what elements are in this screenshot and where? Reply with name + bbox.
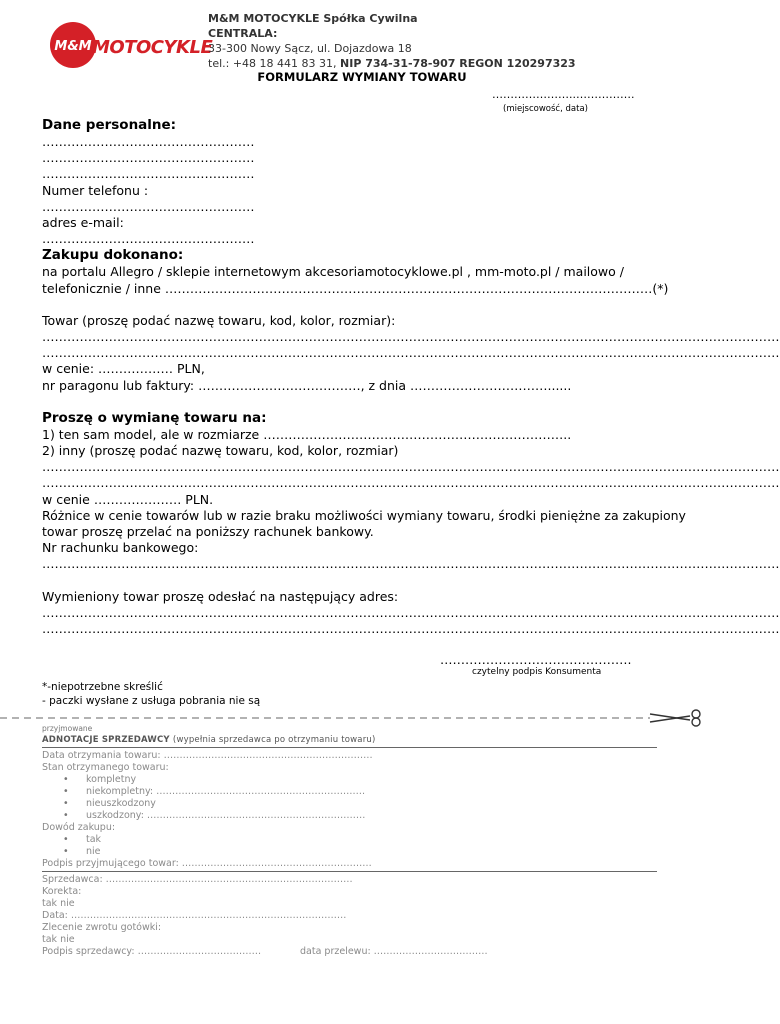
seller-name-field[interactable]: Sprzedawca: …………………………………………………………………… xyxy=(42,874,353,885)
seller-title: ADNOTACJE SPRZEDAWCY xyxy=(42,735,170,745)
company-address: 33-300 Nowy Sącz, ul. Dojazdowa 18 xyxy=(208,42,412,55)
condition-item[interactable]: • uszkodzony: …………………………………………………………… xyxy=(42,810,657,822)
scissors-icon xyxy=(650,710,700,726)
goods-receipt[interactable]: nr paragonu lub faktury: …………………………………, z dnia ……………………………...... xyxy=(42,377,572,393)
account-label: Nr rachunku bankowego: xyxy=(42,540,199,556)
company-name: M&M MOTOCYKLE Spółka Cywilna xyxy=(208,12,418,25)
purchase-line-2[interactable]: telefonicznie / inne ………………………………………………………………………………………………………(*) xyxy=(42,280,669,296)
purchase-heading: Zakupu dokonano: xyxy=(42,247,184,264)
place-date-field[interactable]: …………………..……………. xyxy=(492,88,635,101)
proof-item[interactable]: • nie xyxy=(42,846,657,858)
signature-field[interactable]: ………………………………………. xyxy=(440,652,632,667)
date-field[interactable]: Data: …………………………………………………………………………… xyxy=(42,910,347,921)
email-field[interactable]: …………………………………………… xyxy=(42,231,255,247)
cash-order-options[interactable]: tak nie xyxy=(42,934,75,945)
exchange-line-2[interactable]: …………………………………………………………………………………………………………………………………………………………… xyxy=(42,475,780,491)
goods-line-1[interactable]: …………………………………………………………………………………………………………………………………………………………… xyxy=(42,329,780,345)
personal-line-2[interactable]: …………………………………………… xyxy=(42,150,255,166)
personal-heading: Dane personalne: xyxy=(42,117,177,133)
exchange-price[interactable]: w cenie ………………… PLN. xyxy=(42,491,214,507)
proof-label: Dowód zakupu: xyxy=(42,822,116,833)
goods-label: Towar (proszę podać nazwę towaru, kod, kolor, rozmiar): xyxy=(42,312,396,328)
company-info xyxy=(208,11,576,71)
place-date-caption: (miejscowość, data) xyxy=(503,104,588,114)
proof-item[interactable]: • tak xyxy=(42,834,657,846)
condition-item[interactable]: • kompletny xyxy=(42,774,657,786)
company-phone: tel.: +48 18 441 83 31, xyxy=(208,57,337,70)
proof-list xyxy=(42,834,657,858)
company-logo xyxy=(48,20,213,70)
document-title: FORMULARZ WYMIANY TOWARU xyxy=(257,70,467,84)
cash-order-label: Zlecenie zwrotu gotówki: xyxy=(42,922,162,933)
condition-label: Stan otrzymanego towaru: xyxy=(42,762,169,773)
correction-options[interactable]: tak nie xyxy=(42,898,75,909)
seller-annotations xyxy=(42,724,657,958)
purchase-line-1: na portalu Allegro / sklepie internetowym akcesoriamotocyklowe.pl , mm-moto.pl / mailowo / xyxy=(42,264,624,280)
divider xyxy=(42,871,657,872)
phone-field[interactable]: …………………………………………… xyxy=(42,198,255,214)
transfer-date[interactable]: data przelewu: ……………………………… xyxy=(300,946,488,957)
personal-line-1[interactable]: …………………………………………… xyxy=(42,134,255,149)
footnotes xyxy=(42,680,260,708)
goods-price[interactable]: w cenie: ……………… PLN, xyxy=(42,361,205,377)
svg-text:MOTOCYKLE: MOTOCYKLE xyxy=(92,37,213,58)
correction-label: Korekta: xyxy=(42,886,82,897)
footnote-1: *-niepotrzebne skreślić xyxy=(42,681,163,693)
centrala-label: CENTRALA: xyxy=(208,27,278,40)
form-body xyxy=(42,117,780,637)
exchange-option-2: 2) inny (proszę podać nazwę towaru, kod, kolor, rozmiar) xyxy=(42,443,399,459)
personal-line-3[interactable]: …………………………………………… xyxy=(42,166,255,182)
phone-label: Numer telefonu : xyxy=(42,182,149,198)
signature-caption: czytelny podpis Konsumenta xyxy=(472,667,602,677)
account-field[interactable]: …………………………………………………………………………………………………………………………………………………………… xyxy=(42,556,780,572)
received-label: przyjmowane xyxy=(42,724,93,733)
divider xyxy=(42,747,657,748)
condition-item[interactable]: • niekompletny: ………………………………………………………… xyxy=(42,786,657,798)
company-contact xyxy=(208,56,576,71)
exchange-heading: Proszę o wymianę towaru na: xyxy=(42,409,267,426)
condition-list xyxy=(42,774,657,822)
receiver-signature[interactable]: Podpis przyjmującego towar: …………………………………………………… xyxy=(42,858,372,869)
exchange-option-1[interactable]: 1) ten sam model, ale w rozmiarze ……………………………………………………………….. xyxy=(42,426,572,442)
svg-text:M&M: M&M xyxy=(54,39,92,54)
address-label: Wymieniony towar proszę odesłać na następujący adres: xyxy=(42,588,399,604)
difference-text-1: Różnice w cenie towarów lub w razie braku możliwości wymiany towaru, środki pieniężne za zakupiony xyxy=(42,507,686,523)
condition-item[interactable]: • nieuszkodzony xyxy=(42,798,657,810)
address-line-1[interactable]: …………………………………………………………………………………………………………………………………………………………… xyxy=(42,604,780,620)
company-nip-regon: NIP 734-31-78-907 REGON 120297323 xyxy=(340,57,576,70)
seller-title-note: (wypełnia sprzedawca po otrzymaniu towaru) xyxy=(172,735,376,745)
address-line-2[interactable]: …………………………………………………………………………………………………………………………………………………………… xyxy=(42,621,780,637)
date-received[interactable]: Data otrzymania towaru: ………………………………………………………… xyxy=(42,750,373,761)
email-label: adres e-mail: xyxy=(42,215,124,231)
footnote-2: - paczki wysłane z usługa pobrania nie są xyxy=(42,695,261,707)
goods-line-2[interactable]: …………………………………………………………………………………………………………………………………………………………… xyxy=(42,345,780,361)
seller-section-title xyxy=(42,734,657,746)
seller-signature[interactable]: Podpis sprzedawcy: ………………………………… xyxy=(42,946,262,957)
seller-sign-row xyxy=(42,946,657,958)
difference-text-2: towar proszę przelać na poniższy rachunek bankowy. xyxy=(42,524,374,540)
exchange-line-1[interactable]: …………………………………………………………………………………………………………………………………………………………… xyxy=(42,459,780,475)
